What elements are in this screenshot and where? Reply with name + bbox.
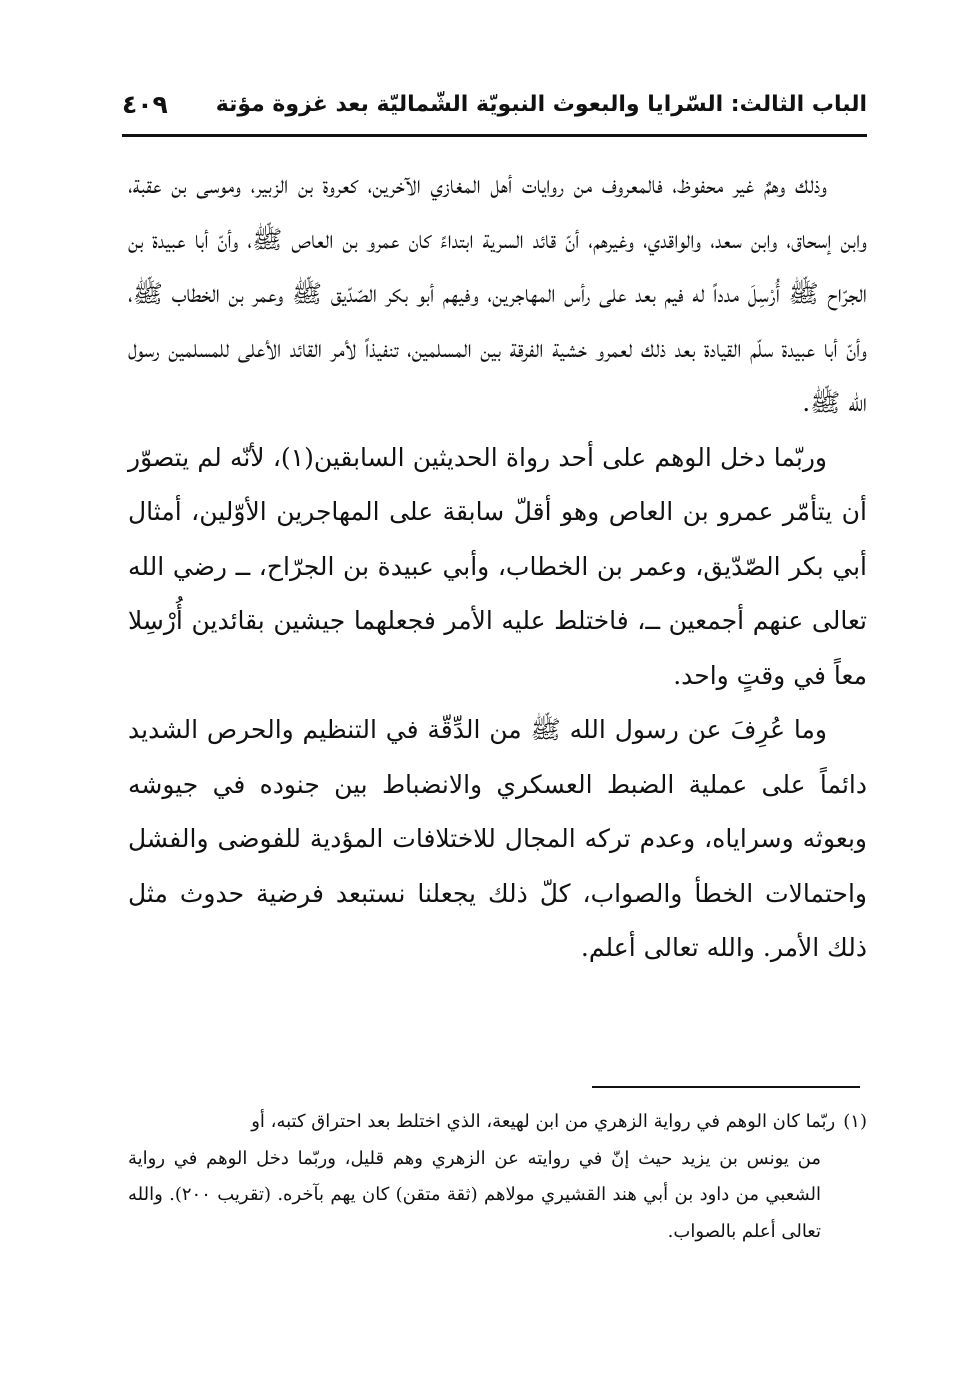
- footnote-marker: (١): [843, 1111, 867, 1132]
- footnotes: [128, 1104, 867, 1250]
- paragraph: وما عُرِفَ عن رسول الله ﷺ من الدِّقّة في التنظيم والحرص الشديد دائماً على عملية الضبط العسكري والانضباط بين جنوده في جيوشه وبعوثه وسراياه، وعدم تركه المجال للاختلافات المؤدية للفوضى والفشل واحتمالات الخطأ والصواب، كلّ ذلك يجعلنا نستبعد فرضية حدوث مثل ذلك الأمر. والله تعالى أعلم.: [128, 715, 867, 962]
- footnote: [128, 1104, 867, 1250]
- running-header: [122, 88, 867, 132]
- footnote-first-line: ربّما كان الوهم في رواية الزهري من ابن لهيعة، الذي اختلط بعد احتراق كتبه، أو: [251, 1111, 836, 1132]
- footnote-continuation: من يونس بن يزيد حيث إنّ في روايته عن الزهري وهم قليل، وربّما دخل الوهم في رواية الشعبي من داود بن أبي هند القشيري مولاهم (ثقة متقن) كان يهم بآخره. (تقريب ٢٠٠). والله تعالى أعلم بالصواب.: [128, 1147, 821, 1242]
- main-text: [128, 158, 867, 976]
- footnote-separator: [592, 1086, 860, 1088]
- paragraph: وربّما دخل الوهم على أحد رواة الحديثين السابقين(١)، لأنّه لم يتصوّر أن يتأمّر عمرو بن العاص وهو أقلّ سابقة على المهاجرين الأوّلين، أمثال أبي بكر الصّدّيق، وعمر بن الخطاب، وأبي عبيدة بن الجرّاح، ــ رضي الله تعالى عنهم أجمعين ــ، فاختلط عليه الأمر فجعلهما جيشين بقائدين أُرْسِلا معاً في وقتٍ واحد.: [128, 442, 867, 690]
- paragraph: وذلك وهمٌ غير محفوظ، فالمعروف من روايات أهل المغازي الآخرين، كعروة بن الزبير، وموسى بن عقبة، وابن إسحاق، وابن سعد، والواقدي، وغيرهم، أنّ قائد السرية ابتداءً كان عمرو بن العاص ﷺ، وأنّ أبا عبيدة بن الجرّاح ﷺ أُرْسِلَ مدداً له فيم بعد على رأس المهاجرين، وفيهم أبو بكر الصّدّيق ﷺ وعمر بن الخطاب ﷺ، وأنّ أبا عبيدة سلّم القيادة بعد ذلك لعمرو خشية الفرقة بين المسلمين، تنفيذاً لأمر القائد الأعلى للمسلمين رسول الله ﷺ.: [128, 170, 867, 417]
- header-rule: [122, 134, 867, 137]
- page-number: ٤٠٩: [122, 90, 168, 119]
- chapter-title: الباب الثالث: السّرايا والبعوث النبويّة الشّماليّة بعد غزوة مؤتة: [215, 92, 867, 117]
